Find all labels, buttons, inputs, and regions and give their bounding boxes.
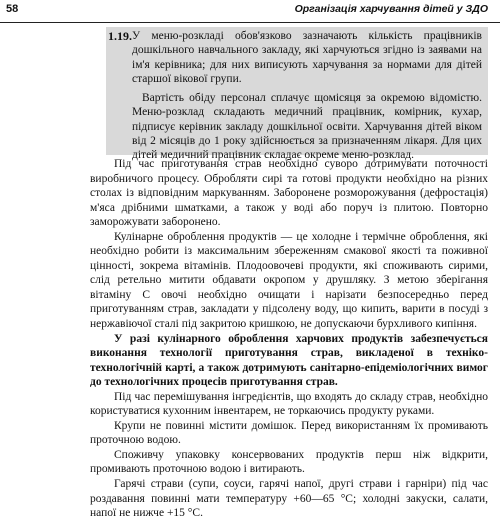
- section-number: 1.19.: [108, 29, 132, 43]
- paragraph: Крупи не повинні містити домішок. Перед використанням їх промивають проточною водою.: [90, 419, 488, 447]
- running-head: Організація харчування дітей у ЗДО: [294, 3, 488, 15]
- paragraph: Під час приготування страв необхідно суворо дотримувати поточності виробничого процесу. Обробляти сирі та готові продукти необхідно на різних столах із відповідним маркуванням. Заборонене розморожування (дефростація) м'яса дрібними шматками, а також у воді або поруч із плитою. Повторно заморожувати заборонено.: [90, 158, 488, 229]
- box-paragraph-2: Вартість обіду персонал сплачує щомісяця за окремою відомістю. Меню-розклад складають медичний працівник, комірник, кухар, підписує керівник закладу дошкільної освіти. Харчування дітей віком від 2 місяців до 1 року здійснюється за призначенням лікаря. Для цих дітей медичний працівник складає окреме меню-розклад.: [132, 92, 482, 162]
- box-paragraph-1: У меню-розкладі обов'язково зазначають кількість працівників дошкільного навчального закладу, які харчуються згідно із заявами на ім'я керівника; для них виписують харчування за нормами для дітей старшої вікової групи.: [132, 30, 482, 85]
- paragraph: У разі кулінарного оброблення харчових продуктів забезпечується виконання технології приготування страв, викладеної в техніко-технологічній карті, а також дотримують санітарно-епідеміологічних вимог до технологічних процесів приготування страв.: [90, 332, 488, 389]
- main-text: [90, 157, 488, 521]
- paragraph: Кулінарне оброблення продуктів — це холодне і термічне оброблення, які необхідно робити із максимальним збереженням смакової якості та поживної цінності, зокрема вітамінів. Плодоовочеві продукти, які споживають сирими, слід ретельно митити обдавати окропом у друшляку. З метою зберігання вітаміну С овочі необхідно очищати і нарізати безпосередньо перед приготуванням страв, закладати у підсолену воду, що кипить, варити в посуді з нержавіючої сталі під закритою кришкою, не допускаючи бурхливого кипіння.: [90, 230, 488, 331]
- highlight-box: [106, 27, 488, 162]
- page-number: 58: [6, 3, 19, 15]
- page-header: [0, 0, 500, 23]
- paragraph: Споживчу упаковку консервованих продуктів перш ніж відкрити, промивають проточною водою і витирають.: [90, 448, 488, 476]
- paragraph: Гарячі страви (супи, соуси, гарячі напої, другі страви і гарніри) під час роздавання повинні мати температуру +60—65 °С; холодні закуски, салати, напої не нижче +15 °С.: [90, 478, 488, 520]
- paragraph: Під час перемішування інгредієнтів, що входять до складу страв, необхідно користуватися кухонним інвентарем, не торкаючись продукту руками.: [90, 390, 488, 418]
